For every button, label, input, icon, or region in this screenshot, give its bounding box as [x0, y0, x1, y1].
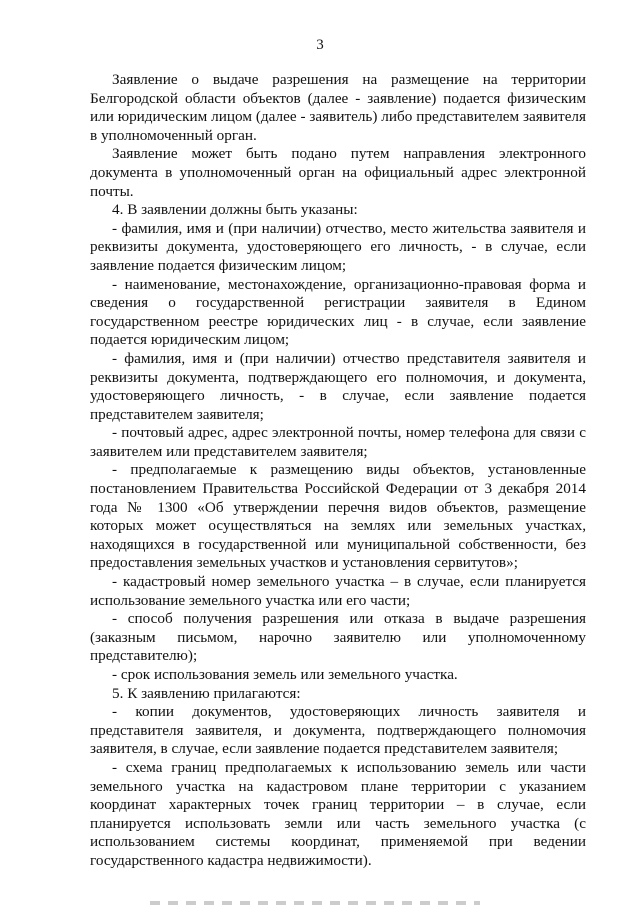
list-item-representative: - фамилия, имя и (при наличии) отчество представителя заявителя и реквизиты документа, подтверждающего его полномочия, и документа, удостоверяющего личность, - в случае, если заявление подается представителем заявителя;: [90, 349, 586, 423]
list-item-identity-copies: - копии документов, удостоверяющих личность заявителя и представителя заявителя, и документа, подтверждающего полномочия заявителя, в случае, если заявление подается представителем заявителя;: [90, 703, 586, 758]
scan-edge-mark: [150, 901, 480, 905]
list-item-usage-term: - срок использования земель или земельного участка.: [112, 666, 458, 683]
list-item-legal-entity: - наименование, местонахождение, организационно-правовая форма и сведения о государственной регистрации заявителя в Едином государственном реестре юридических лиц - в случае, если заявление подается юридическим лицом;: [90, 275, 586, 349]
list-item-cadastral-number: - кадастровый номер земельного участка – в случае, если планируется использование земельного участка или его части;: [90, 573, 586, 609]
page-number: 3: [316, 37, 324, 53]
list-item-contact-details: - почтовый адрес, адрес электронной почты, номер телефона для связи с заявителем или представителем заявителя;: [90, 424, 586, 460]
list-item-delivery-method: - способ получения разрешения или отказа в выдаче разрешения (заказным письмом, нарочно заявителю или уполномоченному представителю);: [90, 610, 586, 665]
paragraph-section-4-heading: 4. В заявлении должны быть указаны:: [112, 201, 358, 219]
document-body: [90, 71, 586, 871]
paragraph-electronic-submission: Заявление может быть подано путем направления электронного документа в уполномоченный орган на официальный адрес электронной почты.: [90, 145, 586, 200]
paragraph-application-submission: Заявление о выдаче разрешения на размещение на территории Белгородской области объектов (далее - заявление) подается физическим или юридическим лицом (далее - заявитель) либо представителем заявителя в уполномоченный орган.: [90, 71, 586, 144]
list-item-individual: - фамилия, имя и (при наличии) отчество, место жительства заявителя и реквизиты документа, удостоверяющего его личность, - в случае, если заявление подается физическим лицом;: [90, 219, 586, 274]
list-item-object-types: - предполагаемые к размещению виды объектов, установленные постановлением Правительства Российской Федерации от 3 декабря 2014 года № 1300 «Об утверждении перечня видов объектов, размещение которых может осуществляться на землях или земельных участках, находящихся в государственной или муниципальной собственности, без предоставления земельных участков и установления сервитутов»;: [90, 461, 586, 572]
paragraph-section-5-heading: 5. К заявлению прилагаются:: [112, 684, 301, 702]
list-item-boundary-scheme: - схема границ предполагаемых к использованию земель или части земельного участка на кадастровом плане территории с указанием координат характерных точек границ территории – в случае, если планируется использовать земли или часть земельного участка (с использованием системы координат, применяемой при ведении государственного кадастра недвижимости).: [90, 758, 586, 869]
